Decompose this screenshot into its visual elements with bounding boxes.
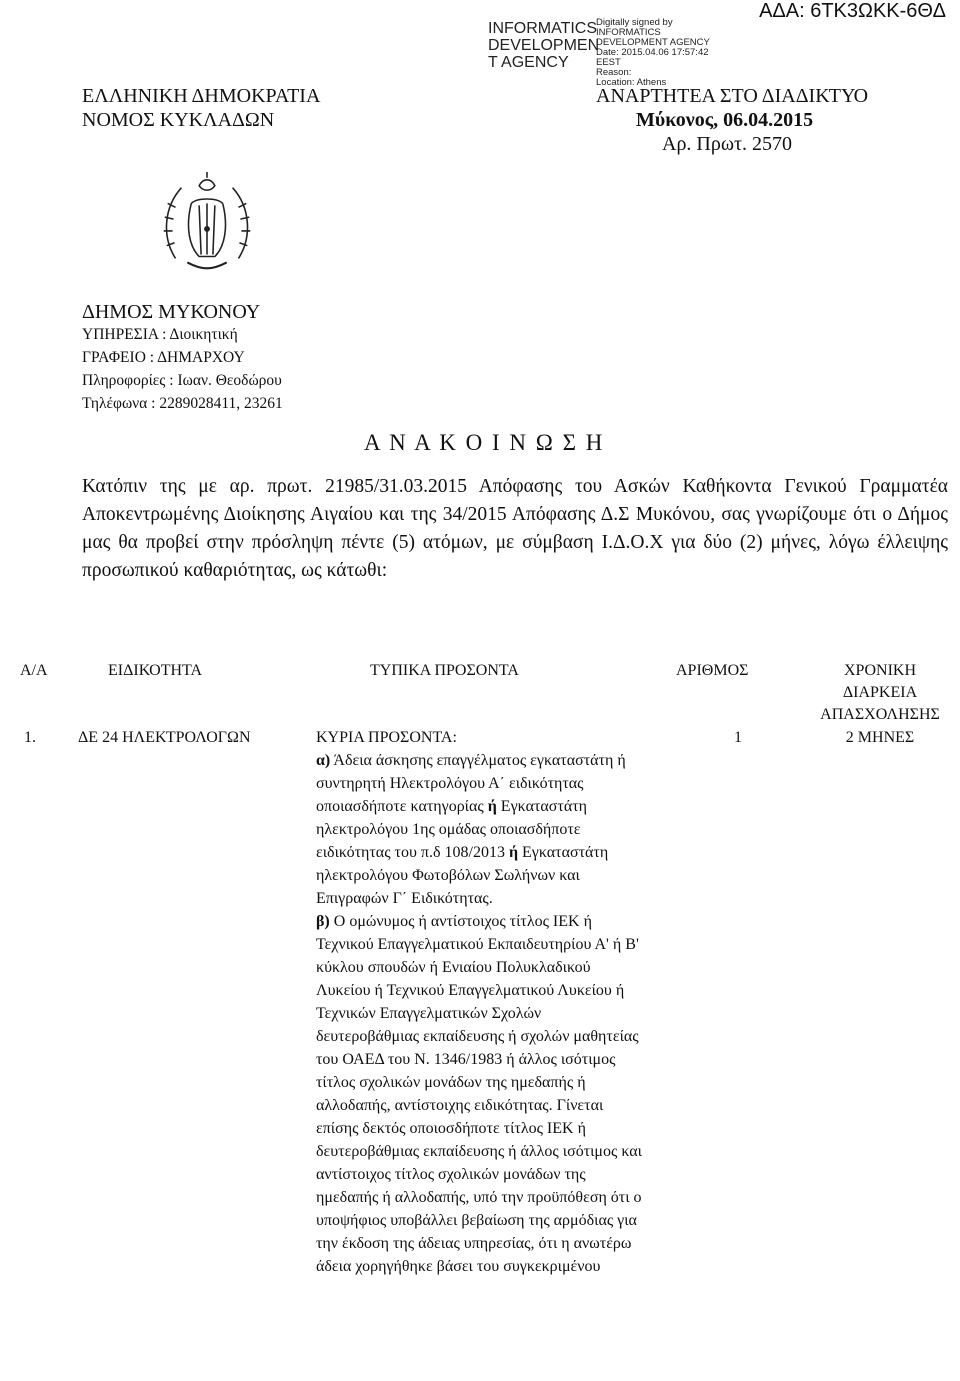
municipality-service: ΥΠΗΡΕΣΙΑ : Διοικητική <box>82 326 238 343</box>
table-header-row <box>20 660 950 726</box>
qualification-a3-text: Εγκαταστάτη ηλεκτρολόγου Φωτοβόλων Σωλήνων και Επιγραφών Γ΄ Ειδικότητας. <box>316 844 609 907</box>
header-prefecture: ΝΟΜΟΣ ΚΥΚΛΑΔΩΝ <box>82 109 275 131</box>
signature-details <box>596 18 710 88</box>
row-qualifications <box>312 726 670 1278</box>
header-country: ΕΛΛΗΝΙΚΗ ΔΗΜΟΚΡΑΤΙΑ <box>82 85 321 107</box>
qualification-b-label: β) <box>316 913 330 930</box>
announcement-body: Κατόπιν της με αρ. πρωτ. 21985/31.03.2015 Απόφασης του Ασκών Καθήκοντα Γενικού Γραμματέα Αποκεντρωμένης Διοίκησης Αιγαίου και της 34/2015 Απόφασης Δ.Σ Μυκόνου, σας γνωρίζουμε ότι ο Δήμος μας θα προβεί στην πρόσληψη πέντε (5) ατόμων, με σύμβαση Ι.Δ.Ο.Χ για δύο (2) μήνες, λόγω έλλειψης προσωπικού καθαριότητας, ως κάτωθι: <box>82 476 948 581</box>
qualification-or: ή <box>487 798 497 815</box>
table-row <box>20 726 950 1278</box>
signature-detail-line: INFORMATICS <box>596 27 661 38</box>
row-specialty: ΔΕ 24 ΗΛΕΚΤΡΟΛΟΓΩΝ <box>78 729 251 746</box>
qualification-a-text: Άδεια άσκησης επαγγέλματος εγκαταστάτη ή συντηρητή Ηλεκτρολόγου Α΄ ειδικότητας οποιασδήποτε κατηγορίας <box>316 752 626 815</box>
col-header-qualifications: ΤΥΠΙΚΑ ΠΡΟΣΟΝΤΑ <box>370 662 519 679</box>
qualification-b-text: Ο ομώνυμος ή αντίστοιχος τίτλος ΙΕΚ ή Τεχνικού Επαγγελματικού Εκπαιδευτηρίου Α' ή Β' κύκλου σπουδών ή Ενιαίου Πολυκλαδικού Λυκείου ή Τεχνικού Επαγγελματικού Λυκείου ή Τεχνικών Επαγγελματικών Σχολών δευτεροβάθμιας εκπαίδευσης ή σχολών μαθητείας του ΟΑΕΔ του Ν. 1346/1983 ή άλλος ισότιμος τίτλος σχολικών μονάδων της ημεδαπής ή αλλοδαπής, αντίστοιχης ειδικότητας. Γίνεται επίσης δεκτός οποιοσδήποτε τίτλος ΙΕΚ ή δευτεροβάθμιας εκπαίδευσης ή άλλος ισότιμος και αντίστοιχος τίτλος σχολικών μονάδων της ημεδαπής ή αλλοδαπής, υπό την προϋπόθεση ότι ο υποψήφιος υποβάλλει βεβαίωση της αρμόδιας για την έκδοση της άδειας υπηρεσίας, ότι η ανωτέρω άδεια χορηγήθηκε βάσει του συγκεκριμένου <box>316 913 642 1275</box>
header-place-date: Μύκονος, 06.04.2015 <box>636 109 814 131</box>
qualification-a-label: α) <box>316 752 331 769</box>
col-header-count: ΑΡΙΘΜΟΣ <box>676 662 749 679</box>
signature-detail-line: Digitally signed by <box>596 17 673 28</box>
col-header-specialty: ΕΙΔΙΚΟΤΗΤΑ <box>108 662 203 679</box>
row-number: 1. <box>24 729 36 746</box>
municipality-emblem-icon <box>148 168 266 286</box>
qualification-or: ή <box>508 844 519 861</box>
signature-detail-line: DEVELOPMENT AGENCY <box>596 37 710 48</box>
municipality-phones: Τηλέφωνα : 2289028411, 23261 <box>82 395 283 412</box>
signature-detail-line: EEST <box>596 57 621 68</box>
signature-detail-line: Date: 2015.04.06 17:57:42 <box>596 47 709 58</box>
qualification-a2-text: Εγκαταστάτη ηλεκτρολόγου 1ης ομάδας οποιασδήποτε ειδικότητας του π.δ 108/2013 <box>316 798 587 861</box>
signature-org-line: T AGENCY <box>488 54 569 71</box>
ada-code: ΑΔΑ: 6ΤΚ3ΩΚΚ-6ΘΔ <box>759 0 946 22</box>
row-count: 1 <box>734 729 742 746</box>
signature-detail-line: Reason: <box>596 67 632 78</box>
col-header-num: Α/Α <box>20 662 48 679</box>
announcement-title: Α Ν Α Κ Ο Ι Ν Ω Σ Η <box>364 430 605 455</box>
signature-org-line: INFORMATICS <box>488 20 598 37</box>
header-protocol: Αρ. Πρωτ. 2570 <box>662 133 793 155</box>
signature-org <box>488 20 599 71</box>
qualification-b <box>316 910 646 1278</box>
municipality-info: Πληροφορίες : Ιωαν. Θεοδώρου <box>82 372 282 389</box>
col-header-duration: ΧΡΟΝΙΚΗ ΔΙΑΡΚΕΙΑ ΑΠΑΣΧΟΛΗΣΗΣ <box>820 662 940 723</box>
signature-org-line: DEVELOPMEN <box>488 37 600 54</box>
signature-detail-line: Location: Athens <box>596 77 667 88</box>
municipality-office: ΓΡΑΦΕΙΟ : ΔΗΜΑΡΧΟΥ <box>82 349 245 366</box>
municipality-name: ΔΗΜΟΣ ΜΥΚΟΝΟΥ <box>82 301 261 323</box>
row-duration: 2 ΜΗΝΕΣ <box>845 729 915 746</box>
positions-table <box>20 660 950 1278</box>
qualifications-heading: ΚΥΡΙΑ ΠΡΟΣΟΝΤΑ: <box>316 729 457 746</box>
qualification-a <box>316 749 646 910</box>
header-posted: ΑΝΑΡΤΗΤΕΑ ΣΤΟ ΔΙΑΔΙΚΤΥΟ <box>596 85 869 107</box>
